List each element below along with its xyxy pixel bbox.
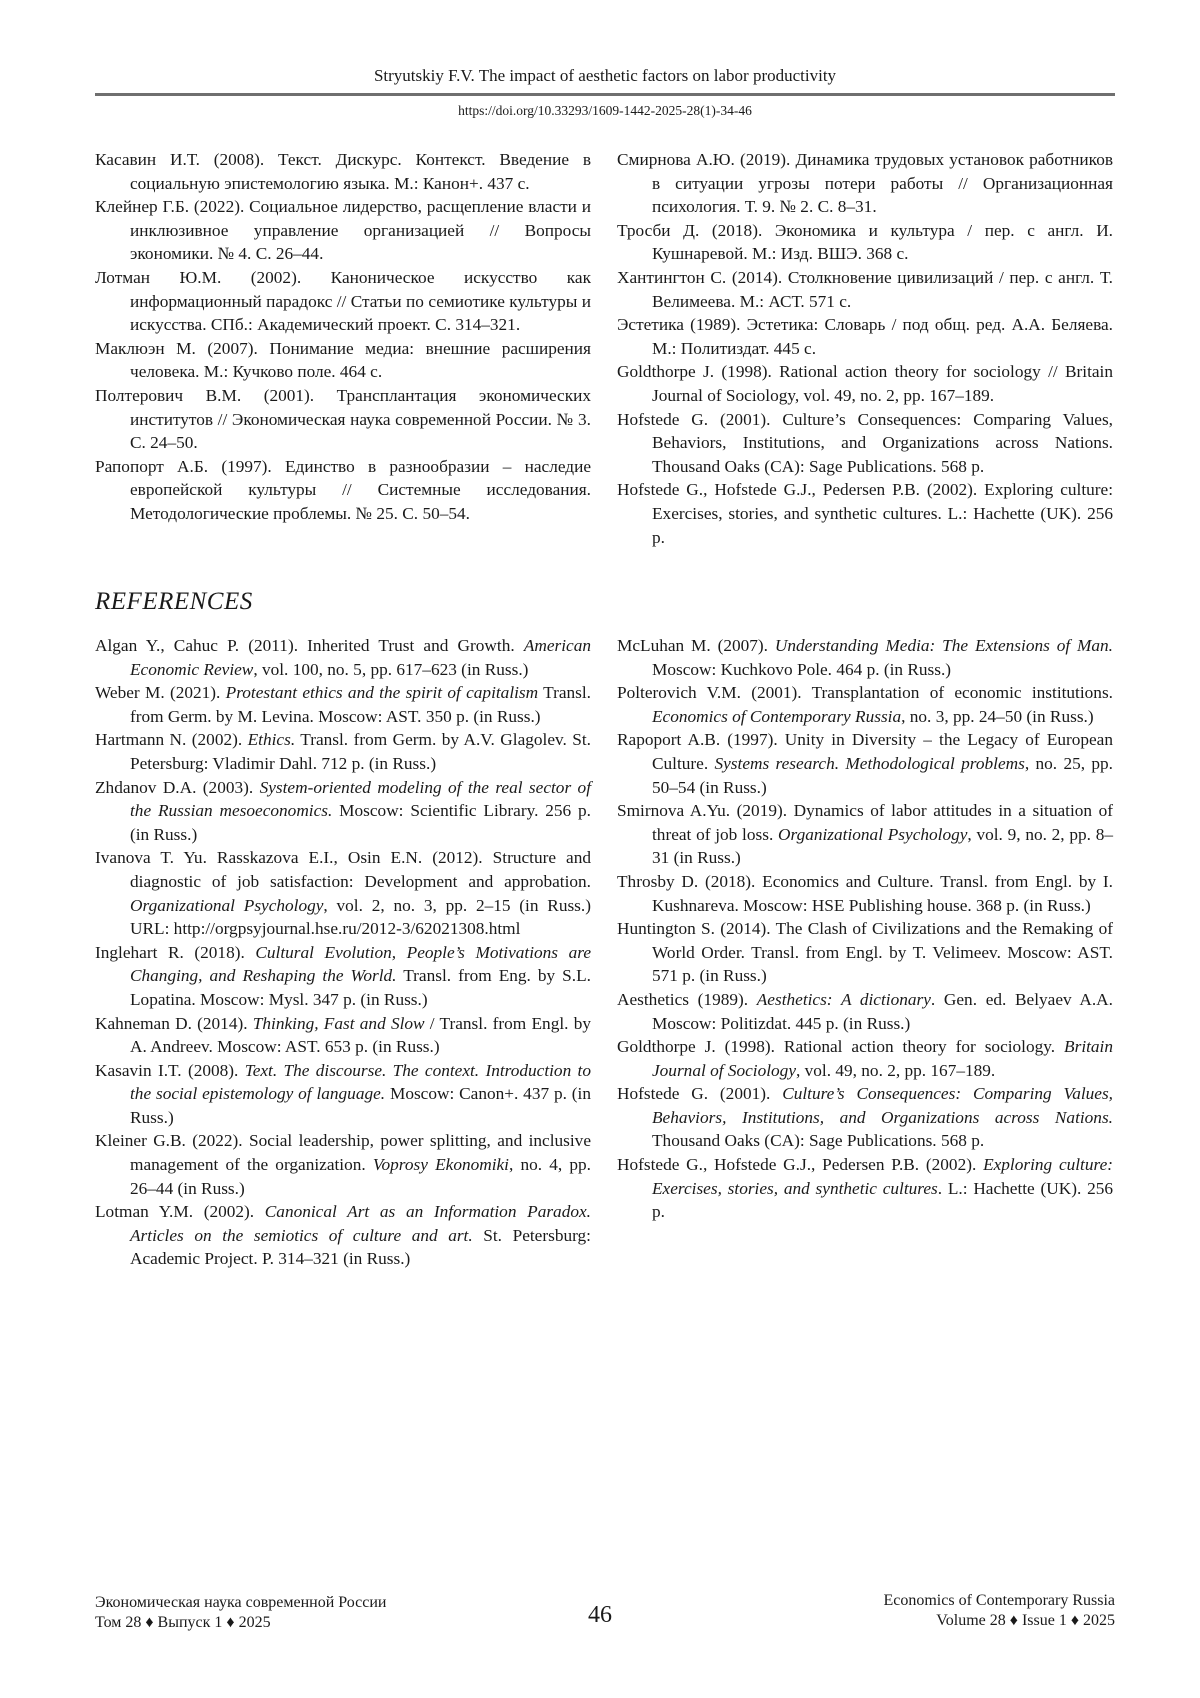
reference-text: , vol. 2, no. 3, pp. 2–15 (in Russ.) URL: http://orgpsyjournal.hse.ru/2012-3/62021308.html bbox=[130, 896, 591, 939]
reference-text: , no. 3, pp. 24–50 (in Russ.) bbox=[901, 707, 1094, 726]
reference-entry bbox=[617, 1153, 1113, 1224]
reference-entry bbox=[617, 478, 1113, 549]
reference-text: Hofstede G., Hofstede G.J., Pedersen P.B. (2002). bbox=[617, 1155, 983, 1174]
english-refs-left-column bbox=[95, 634, 591, 1271]
reference-entry bbox=[617, 799, 1113, 870]
reference-text: , vol. 9, no. 2, pp. 8–31 (in Russ.) bbox=[652, 825, 1113, 868]
reference-text: McLuhan M. (2007). bbox=[617, 636, 775, 655]
reference-title-italic: Voprosy Ekonomiki bbox=[373, 1155, 509, 1174]
reference-entry bbox=[95, 728, 591, 775]
reference-title-italic: Britain Journal of Sociology bbox=[652, 1037, 1113, 1080]
footer-issue-ru: Том 28 ♦ Выпуск 1 ♦ 2025 bbox=[95, 1613, 387, 1633]
reference-text: Transl. from Germ. by A.V. Glagolev. St. Petersburg: Vladimir Dahl. 712 p. (in Russ.) bbox=[130, 730, 591, 773]
reference-text: , vol. 100, no. 5, pp. 617–623 (in Russ.) bbox=[253, 660, 528, 679]
reference-text: Moscow: Scientific Library. 256 p. (in Russ.) bbox=[130, 801, 591, 844]
reference-entry bbox=[95, 148, 591, 195]
reference-text: . L.: Hachette (UK). 256 p. bbox=[652, 1179, 1113, 1222]
reference-entry bbox=[95, 266, 591, 337]
reference-text: Rapoport A.B. (1997). Unity in Diversity – the Legacy of European Culture. bbox=[617, 730, 1113, 773]
reference-text: Thousand Oaks (CA): Sage Publications. 568 p. bbox=[652, 1131, 984, 1150]
doi-link[interactable]: https://doi.org/10.33293/1609-1442-2025-28(1)-34-46 bbox=[95, 103, 1115, 119]
english-refs-right-column bbox=[617, 634, 1113, 1224]
reference-entry bbox=[95, 384, 591, 455]
reference-text: Маклюэн М. (2007). Понимание медиа: внешние расширения человека. М.: Кучково поле. 464 с. bbox=[95, 339, 591, 382]
reference-text: Рапопорт А.Б. (1997). Единство в разнообразии – наследие европейской культуры // Системные исследования. Методологические проблемы. № 25. С. 50–54. bbox=[95, 457, 591, 523]
footer-journal-en bbox=[883, 1591, 1115, 1631]
reference-text: Тросби Д. (2018). Экономика и культура / пер. с англ. И. Кушнаревой. М.: Изд. ВШЭ. 368 с. bbox=[617, 221, 1113, 264]
reference-text: Algan Y., Cahuc P. (2011). Inherited Trust and Growth. bbox=[95, 636, 524, 655]
reference-title-italic: Text. The discourse. The context. Introduction to the social epistemology of language. bbox=[130, 1061, 591, 1104]
reference-entry bbox=[95, 846, 591, 940]
reference-entry bbox=[95, 195, 591, 266]
reference-text: Лотман Ю.М. (2002). Каноническое искусство как информационный парадокс // Статьи по семиотике культуры и искусства. СПб.: Академический проект. С. 314–321. bbox=[95, 268, 591, 334]
reference-text: Hofstede G. (2001). bbox=[617, 1084, 782, 1103]
reference-text: Клейнер Г.Б. (2022). Социальное лидерство, расщепление власти и инклюзивное управление организацией // Вопросы экономики. № 4. С. 26–44. bbox=[95, 197, 591, 263]
reference-text: Kasavin I.T. (2008). bbox=[95, 1061, 245, 1080]
reference-title-italic: Organizational Psychology bbox=[130, 896, 323, 915]
reference-text: Kleiner G.B. (2022). Social leadership, power splitting, and inclusive management of the organization. bbox=[95, 1131, 591, 1174]
reference-entry bbox=[617, 634, 1113, 681]
reference-text: Эстетика (1989). Эстетика: Словарь / под общ. ред. А.А. Беляева. М.: Политиздат. 445 с. bbox=[617, 315, 1113, 358]
reference-title-italic: Thinking, Fast and Slow bbox=[253, 1014, 425, 1033]
header-rule bbox=[95, 93, 1115, 96]
reference-entry bbox=[95, 1129, 591, 1200]
footer-issue-en: Volume 28 ♦ Issue 1 ♦ 2025 bbox=[883, 1611, 1115, 1631]
reference-title-italic: Protestant ethics and the spirit of capitalism bbox=[226, 683, 538, 702]
reference-entry bbox=[617, 266, 1113, 313]
reference-text: Polterovich V.M. (2001). Transplantation of economic institutions. bbox=[617, 683, 1113, 702]
reference-text: Полтерович В.М. (2001). Трансплантация экономических институтов // Экономическая наука современной России. № 3. С. 24–50. bbox=[95, 386, 591, 452]
reference-entry bbox=[617, 870, 1113, 917]
reference-entry bbox=[617, 408, 1113, 479]
reference-text: Smirnova A.Yu. (2019). Dynamics of labor attitudes in a situation of threat of job loss. bbox=[617, 801, 1113, 844]
reference-text: Transl. from Germ. by M. Levina. Moscow: AST. 350 p. (in Russ.) bbox=[130, 683, 591, 726]
reference-entry bbox=[617, 1082, 1113, 1153]
reference-entry bbox=[95, 1059, 591, 1130]
reference-text: Moscow: Kuchkovo Pole. 464 p. (in Russ.) bbox=[652, 660, 951, 679]
reference-entry bbox=[617, 360, 1113, 407]
reference-entry bbox=[617, 148, 1113, 219]
reference-title-italic: Culture’s Consequences: Comparing Values, Behaviors, Institutions, and Organizations across Nations. bbox=[652, 1084, 1113, 1127]
reference-text: Transl. from Eng. by S.L. Lopatina. Moscow: Mysl. 347 p. (in Russ.) bbox=[130, 966, 591, 1009]
reference-text: , no. 25, pp. 50–54 (in Russ.) bbox=[652, 754, 1113, 797]
reference-title-italic: System-oriented modeling of the real sector of the Russian mesoeconomics. bbox=[130, 778, 591, 821]
page-number: 46 bbox=[0, 1602, 1200, 1629]
reference-entry bbox=[95, 1012, 591, 1059]
reference-text: . Gen. ed. Belyaev A.A. Moscow: Politizdat. 445 p. (in Russ.) bbox=[652, 990, 1113, 1033]
reference-entry bbox=[617, 988, 1113, 1035]
running-title: Stryutskiy F.V. The impact of aesthetic factors on labor productivity bbox=[95, 66, 1115, 86]
references-heading: REFERENCES bbox=[95, 588, 253, 616]
reference-text: Huntington S. (2014). The Clash of Civilizations and the Remaking of World Order. Transl. from Engl. by T. Velimeev. Moscow: AST. 571 p. (in Russ.) bbox=[617, 919, 1113, 985]
reference-title-italic: American Economic Review bbox=[130, 636, 591, 679]
reference-text: / Transl. from Engl. by A. Andreev. Moscow: AST. 653 p. (in Russ.) bbox=[130, 1014, 591, 1057]
reference-text: Смирнова А.Ю. (2019). Динамика трудовых установок работников в ситуации угрозы потери работы // Организационная психология. Т. 9. № 2. С. 8–31. bbox=[617, 150, 1113, 216]
reference-text: Throsby D. (2018). Economics and Culture. Transl. from Engl. by I. Kushnareva. Moscow: HSE Publishing house. 368 p. (in Russ.) bbox=[617, 872, 1113, 915]
reference-text: Хантингтон С. (2014). Столкновение цивилизаций / пер. с англ. Т. Велимеева. М.: АСТ. 571 с. bbox=[617, 268, 1113, 311]
russian-refs-left-column bbox=[95, 148, 591, 526]
reference-title-italic: Aesthetics: A dictionary bbox=[757, 990, 931, 1009]
reference-text: Moscow: Canon+. 437 p. (in Russ.) bbox=[130, 1084, 591, 1127]
reference-text: Goldthorpe J. (1998). Rational action theory for sociology // Britain Journal of Sociology, vol. 49, no. 2, pp. 167–189. bbox=[617, 362, 1113, 405]
reference-title-italic: Canonical Art as an Information Paradox. Articles on the semiotics of culture and art. bbox=[130, 1202, 591, 1245]
reference-entry bbox=[617, 1035, 1113, 1082]
reference-title-italic: Economics of Contemporary Russia bbox=[652, 707, 901, 726]
reference-text: Ivanova T. Yu. Rasskazova E.I., Osin E.N. (2012). Structure and diagnostic of job satisfaction: Development and approbation. bbox=[95, 848, 591, 891]
reference-entry bbox=[617, 917, 1113, 988]
russian-refs-right-column bbox=[617, 148, 1113, 549]
journal-page bbox=[0, 0, 1200, 1698]
reference-text: Kahneman D. (2014). bbox=[95, 1014, 253, 1033]
footer-journal-title-en: Economics of Contemporary Russia bbox=[883, 1591, 1115, 1611]
reference-text: Goldthorpe J. (1998). Rational action theory for sociology. bbox=[617, 1037, 1064, 1056]
reference-entry bbox=[95, 455, 591, 526]
reference-text: Lotman Y.M. (2002). bbox=[95, 1202, 265, 1221]
reference-entry bbox=[95, 776, 591, 847]
reference-title-italic: Understanding Media: The Extensions of Man. bbox=[775, 636, 1113, 655]
reference-text: , no. 4, pp. 26–44 (in Russ.) bbox=[130, 1155, 591, 1198]
reference-entry bbox=[95, 337, 591, 384]
reference-title-italic: Organizational Psychology bbox=[778, 825, 967, 844]
reference-text: Hofstede G. (2001). Culture’s Consequences: Comparing Values, Behaviors, Institutions, and Organizations across Nations. Thousand Oaks (CA): Sage Publications. 568 p. bbox=[617, 410, 1113, 476]
reference-entry bbox=[95, 681, 591, 728]
reference-title-italic: Exploring culture: Exercises, stories, and synthetic cultures bbox=[652, 1155, 1113, 1198]
reference-entry bbox=[617, 219, 1113, 266]
reference-text: Касавин И.Т. (2008). Текст. Дискурс. Контекст. Введение в социальную эпистемологию языка. М.: Канон+. 437 с. bbox=[95, 150, 591, 193]
reference-title-italic: Ethics. bbox=[248, 730, 296, 749]
footer-journal-title-ru: Экономическая наука современной России bbox=[95, 1593, 387, 1613]
reference-text: Hartmann N. (2002). bbox=[95, 730, 248, 749]
reference-entry bbox=[95, 634, 591, 681]
reference-entry bbox=[95, 941, 591, 1012]
reference-text: Inglehart R. (2018). bbox=[95, 943, 255, 962]
reference-entry bbox=[617, 313, 1113, 360]
reference-text: Aesthetics (1989). bbox=[617, 990, 757, 1009]
reference-entry bbox=[95, 1200, 591, 1271]
reference-text: Hofstede G., Hofstede G.J., Pedersen P.B. (2002). Exploring culture: Exercises, stories, and synthetic cultures. L.: Hachette (UK). 256 p. bbox=[617, 480, 1113, 546]
reference-entry bbox=[617, 681, 1113, 728]
reference-title-italic: Cultural Evolution, People’s Motivations are Changing, and Reshaping the World. bbox=[130, 943, 591, 986]
reference-text: St. Petersburg: Academic Project. P. 314–321 (in Russ.) bbox=[130, 1226, 591, 1269]
reference-title-italic: Systems research. Methodological problems bbox=[715, 754, 1025, 773]
reference-text: Zhdanov D.A. (2003). bbox=[95, 778, 260, 797]
reference-entry bbox=[617, 728, 1113, 799]
reference-text: , vol. 49, no. 2, pp. 167–189. bbox=[796, 1061, 995, 1080]
reference-text: Weber M. (2021). bbox=[95, 683, 226, 702]
